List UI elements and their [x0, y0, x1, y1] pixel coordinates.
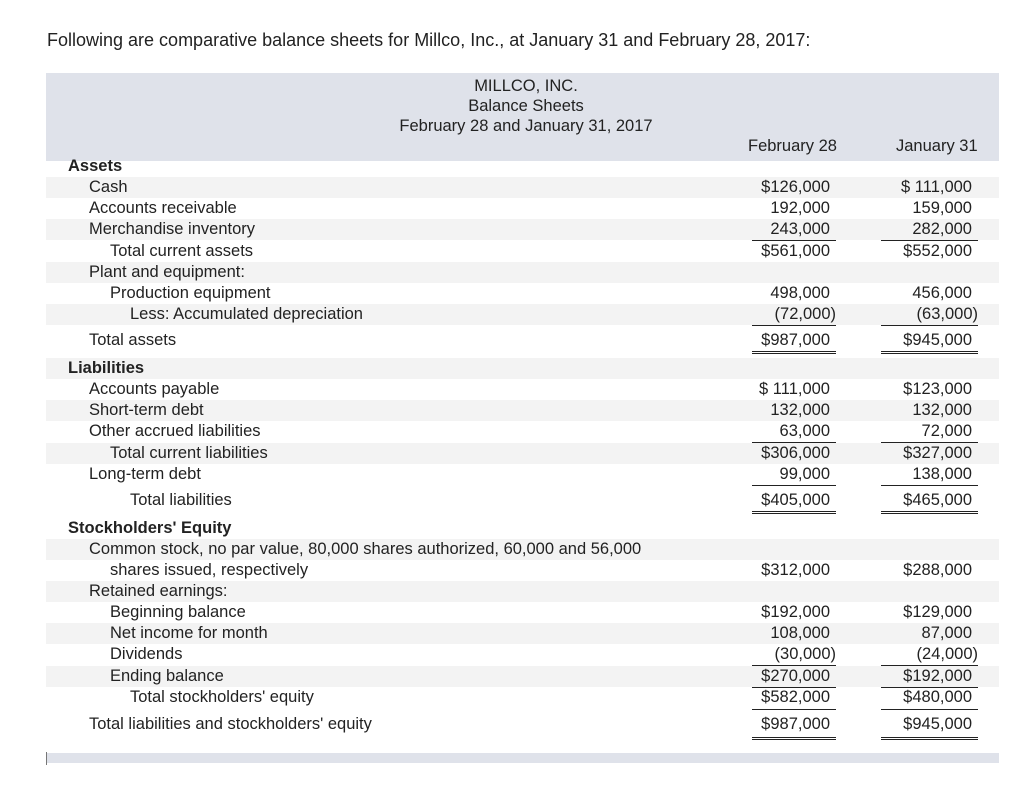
- table-row: [46, 539, 999, 560]
- assets-heading: Assets: [68, 157, 123, 175]
- value-jan: (63,000): [916, 305, 978, 323]
- table-row: [46, 560, 999, 581]
- double-underline: [881, 511, 978, 514]
- row-label: Total current assets: [110, 242, 254, 260]
- table-row: [46, 219, 999, 240]
- value-jan: $288,000: [903, 561, 972, 579]
- value-feb: 132,000: [770, 401, 830, 419]
- value-feb: $987,000: [761, 331, 830, 349]
- table-row: [46, 262, 999, 283]
- value-jan: $465,000: [903, 491, 972, 509]
- col-header-jan: January 31: [896, 137, 978, 155]
- value-jan: $552,000: [903, 242, 972, 260]
- table-row: [46, 379, 999, 400]
- statement-name: Balance Sheets: [468, 97, 584, 115]
- value-jan: 282,000: [912, 220, 972, 238]
- row-label: Total liabilities and stockholders' equity: [89, 715, 372, 733]
- value-jan: $129,000: [903, 603, 972, 621]
- value-jan: $192,000: [903, 667, 972, 685]
- table-row: [46, 400, 999, 421]
- company-name: MILLCO, INC.: [474, 77, 578, 95]
- row-label: Total current liabilities: [110, 444, 268, 462]
- table-row: [46, 283, 999, 304]
- table-row: [46, 644, 999, 665]
- double-underline: [881, 737, 978, 740]
- row-label: Merchandise inventory: [89, 220, 255, 238]
- value-feb: $306,000: [761, 444, 830, 462]
- value-feb: 192,000: [770, 199, 830, 217]
- row-label: Accounts payable: [89, 380, 220, 398]
- value-feb: $ 111,000: [759, 380, 830, 398]
- value-jan: (24,000): [916, 645, 978, 663]
- row-label: Accounts receivable: [89, 199, 237, 217]
- value-jan: 138,000: [912, 465, 972, 483]
- footer-edge: [46, 752, 47, 765]
- value-feb: $582,000: [761, 688, 830, 706]
- table-row: [46, 177, 999, 198]
- table-row: [46, 464, 999, 485]
- intro-text: Following are comparative balance sheets for Millco, Inc., at January 31 and February 28, 2017:: [47, 30, 811, 50]
- value-jan: 87,000: [921, 624, 972, 642]
- double-underline: [881, 351, 978, 354]
- value-feb: $192,000: [761, 603, 830, 621]
- value-jan: 159,000: [912, 199, 972, 217]
- table-row: [46, 490, 999, 511]
- row-label: Short-term debt: [89, 401, 204, 419]
- value-feb: $312,000: [761, 561, 830, 579]
- table-row: [46, 198, 999, 219]
- value-jan: $327,000: [903, 444, 972, 462]
- value-feb: $270,000: [761, 667, 830, 685]
- equity-heading-row: [46, 518, 999, 539]
- row-label: Ending balance: [110, 667, 224, 685]
- row-label: Dividends: [110, 645, 183, 663]
- row-label: Production equipment: [110, 284, 271, 302]
- statement-period: February 28 and January 31, 2017: [399, 117, 653, 135]
- value-feb: $126,000: [761, 178, 830, 196]
- value-jan: $123,000: [903, 380, 972, 398]
- value-feb: $405,000: [761, 491, 830, 509]
- table-row: [46, 714, 999, 735]
- table-row: [46, 581, 999, 602]
- value-feb: (72,000): [774, 305, 836, 323]
- value-feb: 498,000: [770, 284, 830, 302]
- assets-heading-row: [46, 156, 999, 177]
- table-row: [46, 623, 999, 644]
- table-row: [46, 602, 999, 623]
- row-label: Net income for month: [110, 624, 268, 642]
- row-label: Beginning balance: [110, 603, 246, 621]
- double-underline: [752, 351, 836, 354]
- value-feb: (30,000): [774, 645, 836, 663]
- footer-band: [46, 753, 999, 763]
- value-jan: 132,000: [912, 401, 972, 419]
- row-label: Total assets: [89, 331, 177, 349]
- balance-sheet-table: [46, 73, 999, 763]
- underline: [881, 485, 978, 486]
- row-label: Total stockholders' equity: [130, 688, 314, 706]
- value-jan: 456,000: [912, 284, 972, 302]
- value-feb: 63,000: [779, 422, 830, 440]
- underline: [881, 709, 978, 710]
- table-row: [46, 330, 999, 351]
- row-label: shares issued, respectively: [110, 561, 309, 579]
- row-label: Less: Accumulated depreciation: [130, 305, 363, 323]
- value-jan: $945,000: [903, 715, 972, 733]
- row-label: Long-term debt: [89, 465, 201, 483]
- row-label: Other accrued liabilities: [89, 422, 261, 440]
- value-jan: $ 111,000: [901, 178, 972, 196]
- table-row: [46, 443, 999, 464]
- row-label: Retained earnings:: [89, 582, 228, 600]
- value-feb: 243,000: [770, 220, 830, 238]
- value-jan: $480,000: [903, 688, 972, 706]
- value-feb: 108,000: [770, 624, 830, 642]
- col-header-feb: February 28: [748, 137, 837, 155]
- row-label: Plant and equipment:: [89, 263, 245, 281]
- row-label: Common stock, no par value, 80,000 shares authorized, 60,000 and 56,000: [89, 540, 642, 558]
- liabilities-heading: Liabilities: [68, 359, 145, 377]
- value-jan: $945,000: [903, 331, 972, 349]
- double-underline: [752, 511, 836, 514]
- table-row: [46, 241, 999, 262]
- value-jan: 72,000: [921, 422, 972, 440]
- underline: [752, 325, 836, 326]
- table-row: [46, 421, 999, 442]
- table-row: [46, 687, 999, 708]
- table-row: [46, 304, 999, 325]
- value-feb: $561,000: [761, 242, 830, 260]
- row-label: Total liabilities: [130, 491, 232, 509]
- table-row: [46, 666, 999, 687]
- equity-heading: Stockholders' Equity: [68, 519, 232, 537]
- row-label: Cash: [89, 178, 128, 196]
- value-feb: $987,000: [761, 715, 830, 733]
- double-underline: [752, 737, 836, 740]
- value-feb: 99,000: [779, 465, 830, 483]
- liabilities-heading-row: [46, 358, 999, 379]
- underline: [881, 325, 978, 326]
- underline: [752, 709, 836, 710]
- underline: [752, 485, 836, 486]
